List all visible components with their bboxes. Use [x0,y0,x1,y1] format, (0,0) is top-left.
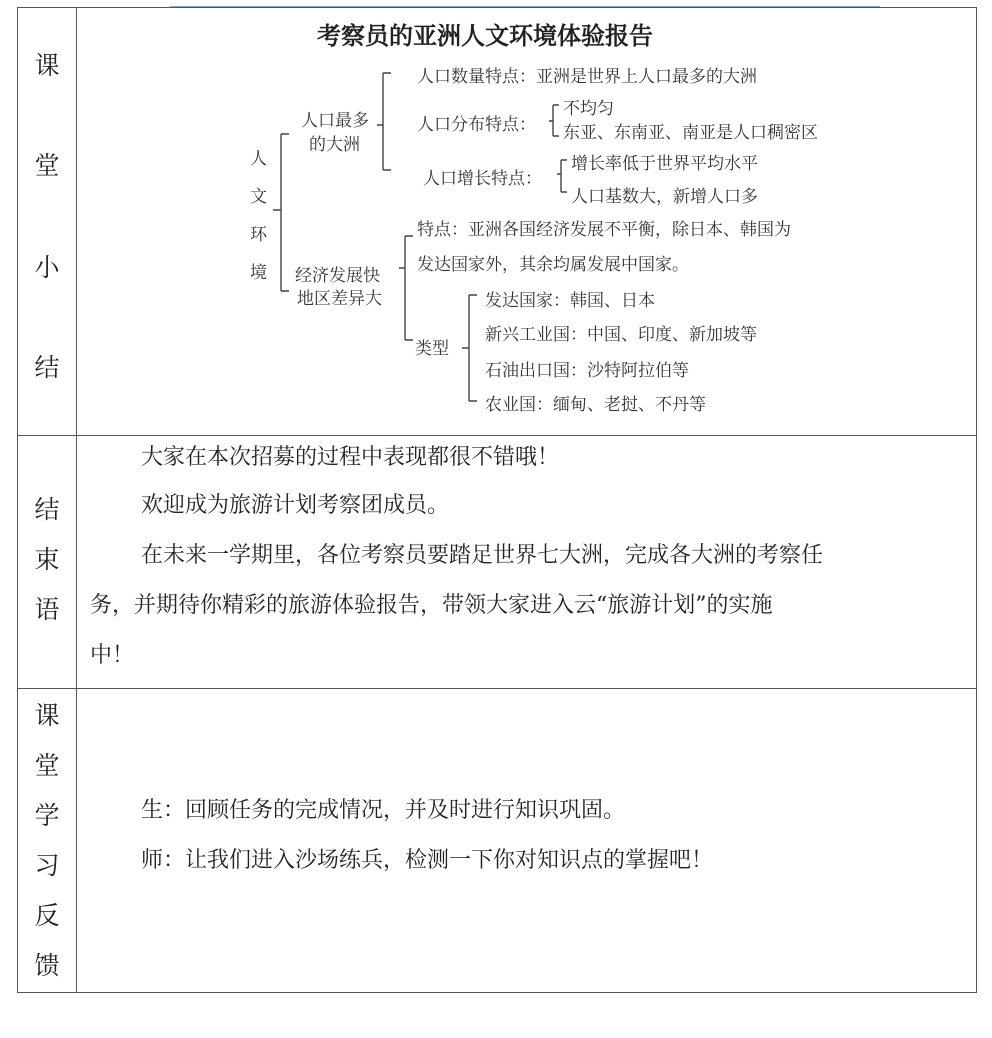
economy-feature: 特点：亚洲各国经济发展不平衡，除日本、韩国为 [417,220,791,240]
branch2-label: 经济发展快 [295,266,380,286]
type-item: 新兴工业国：中国、印度、新加坡等 [485,325,757,345]
closing-line: 欢迎成为旅游计划考察团成员。 [141,493,450,518]
label-char: 课 [34,701,60,730]
root-char: 环 [250,225,267,245]
closing-line: 在未来一学期里，各位考察员要踏足世界七大洲，完成各大洲的考察任 [141,543,824,568]
distribution-item: 东亚、东南亚、南亚是人口稠密区 [563,123,818,143]
label-char: 语 [34,595,60,624]
lesson-table [17,7,977,993]
label-char: 结 [34,353,60,382]
population-quantity: 人口数量特点：亚洲是世界上人口最多的大洲 [417,67,757,87]
feedback-teacher: 师：让我们进入沙场练兵，检测一下你对知识点的掌握吧！ [141,848,714,873]
label-char: 学 [34,801,60,830]
row-label-summary [18,8,76,435]
root-char: 境 [250,263,267,283]
type-item: 农业国：缅甸、老挝、不丹等 [485,395,706,415]
branch2-label: 地区差异大 [297,289,382,309]
label-char: 习 [34,851,60,880]
mind-map-title: 考察员的亚洲人文环境体验报告 [317,22,653,50]
mind-map [77,8,976,435]
label-char: 反 [34,901,60,930]
closing-line: 务，并期待你精彩的旅游体验报告，带领大家进入云“旅游计划”的实施 [90,593,773,618]
label-char: 堂 [34,151,60,180]
distribution-item: 不均匀 [563,99,614,119]
label-char: 课 [34,51,60,80]
type-item: 石油出口国：沙特阿拉伯等 [485,361,689,381]
type-label: 类型 [415,339,449,359]
closing-line: 大家在本次招募的过程中表现都很不错哦！ [141,445,560,470]
row-divider-2 [18,688,976,689]
growth-label: 人口增长特点： [423,169,542,189]
type-item: 发达国家：韩国、日本 [485,291,655,311]
growth-item: 增长率低于世界平均水平 [571,154,758,174]
economy-feature: 发达国家外，其余均属发展中国家。 [417,255,689,275]
feedback-student: 生：回顾任务的完成情况，并及时进行知识巩固。 [141,798,626,823]
label-char: 束 [34,545,60,574]
label-char: 堂 [34,751,60,780]
closing-line: 中！ [90,643,135,668]
label-char: 小 [34,253,60,282]
branch1-label: 人口最多 [301,111,369,131]
label-char: 结 [34,495,60,524]
distribution-label: 人口分布特点： [417,115,536,135]
root-char: 文 [250,187,267,207]
row-label-closing [18,435,76,688]
row-divider-1 [18,435,976,436]
branch1-label: 的大洲 [309,135,360,155]
growth-item: 人口基数大，新增人口多 [571,187,758,207]
label-char: 馈 [34,951,60,980]
row-label-feedback [18,688,76,994]
root-char: 人 [250,149,267,169]
